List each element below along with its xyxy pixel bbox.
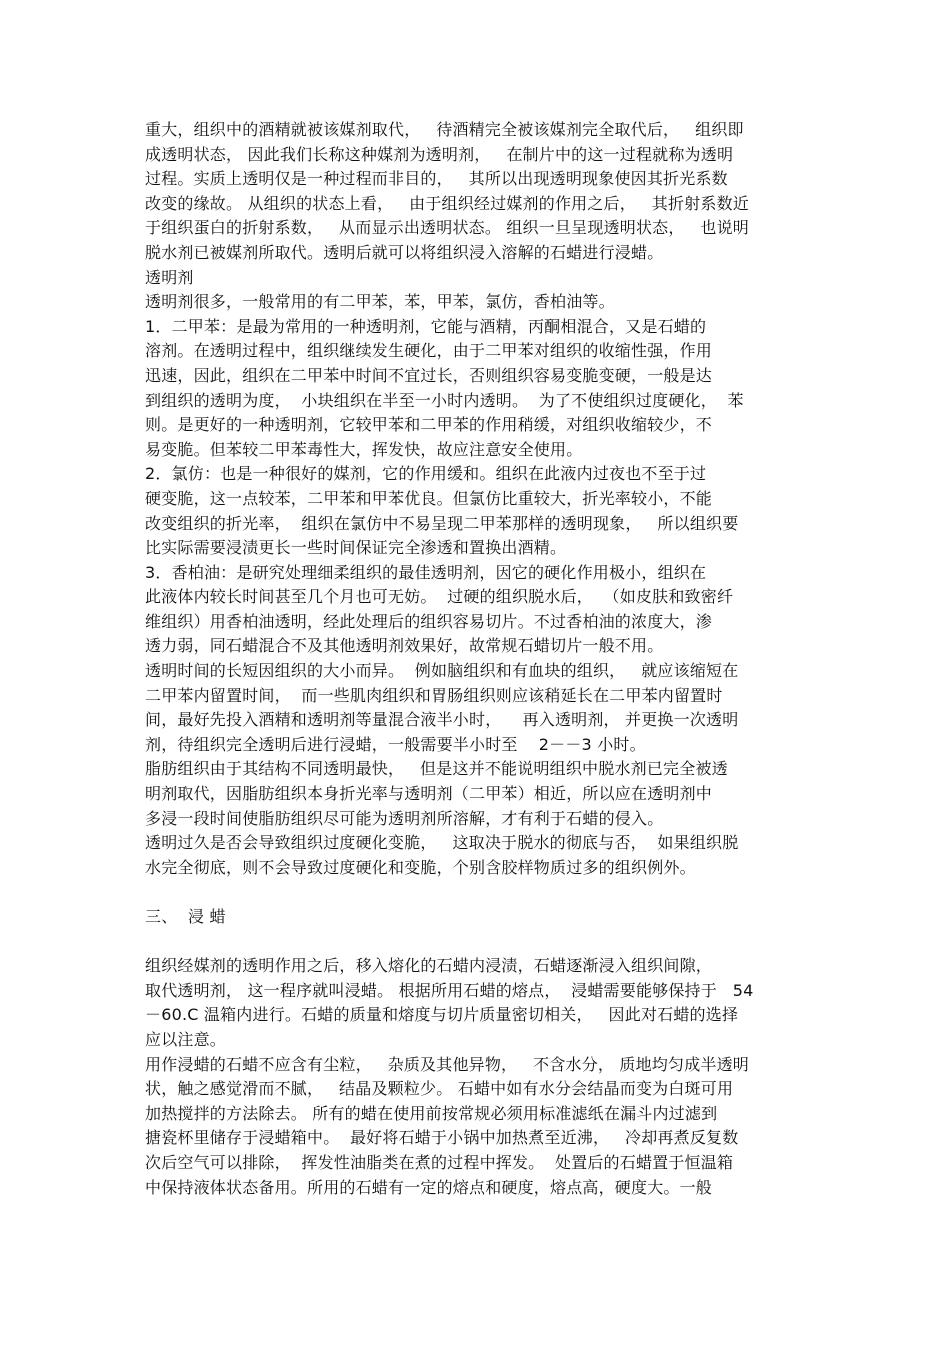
text-line: 过程。实质上透明仅是一种过程而非目的， 其所以出现透明现象使因其折光系数 (145, 169, 728, 189)
text-line: 改变组织的折光率， 组织在氯仿中不易呈现二甲苯那样的透明现象， 所以组织要 (145, 513, 739, 533)
text-line: 透明时间的长短因组织的大小而异。 例如脑组织和有血块的组织， 就应该缩短在 (145, 661, 739, 681)
text-line: 用作浸蜡的石蜡不应含有尘粒， 杂质及其他异物， 不含水分， 质地均匀成半透明 (145, 1054, 750, 1074)
text-line: 到组织的透明为度， 小块组织在半至一小时内透明。 为了不使组织过度硬化， 苯 (145, 390, 744, 410)
text-line: 比实际需要浸渍更长一些时间保证完全渗透和置换出酒精。 (145, 538, 567, 558)
document-body (145, 118, 815, 1200)
text-line: 中保持液体状态备用。所用的石蜡有一定的熔点和硬度，熔点高，硬度大。一般 (145, 1177, 713, 1197)
text-line: 溶剂。在透明过程中，组织继续发生硬化，由于二甲苯对组织的收缩性强，作用 (145, 341, 713, 361)
blank-line (145, 880, 815, 905)
text-line: 硬变脆，这一点较苯，二甲苯和甲苯优良。但氯仿比重较大，折光率较小，不能 (145, 488, 713, 508)
text-line: 间，最好先投入酒精和透明剂等量混合液半小时， 再入透明剂， 并更换一次透明 (145, 710, 739, 730)
text-line: 透力弱，同石蜡混合不及其他透明剂效果好，故常规石蜡切片一般不用。 (145, 636, 664, 656)
text-line: 2．氯仿：也是一种很好的媒剂，它的作用缓和。组织在此液内过夜也不至于过 (145, 464, 707, 484)
text-line: 于组织蛋白的折射系数， 从而显示出透明状态。 组织一旦呈现透明状态， 也说明 (145, 218, 750, 238)
text-line: 水完全彻底，则不会导致过度硬化和变脆，个别含胶样物质过多的组织例外。 (145, 857, 696, 877)
text-line: 取代透明剂， 这一程序就叫浸蜡。 根据所用石蜡的熔点， 浸蜡需要能够保持于 54 (145, 980, 754, 1000)
text-line: 1．二甲苯：是最为常用的一种透明剂，它能与酒精，丙酮相混合，又是石蜡的 (145, 316, 707, 336)
text-line: －60.C 温箱内进行。石蜡的质量和熔度与切片质量密切相关， 因此对石蜡的选择 (145, 1005, 739, 1025)
text-line: 加热搅拌的方法除去。 所有的蜡在使用前按常规必须用标准滤纸在漏斗内过滤到 (145, 1103, 718, 1123)
text-line: 剂，待组织完全透明后进行浸蜡，一般需要半小时至 2－－3 小时。 (145, 734, 646, 754)
text-line: 改变的缘故。 从组织的状态上看， 由于组织经过媒剂的作用之后， 其折射系数近 (145, 193, 750, 213)
text-line: 二甲苯内留置时间， 而一些肌肉组织和胃肠组织则应该稍延长在二甲苯内留置时 (145, 685, 723, 705)
text-line: 透明过久是否会导致组织过度硬化变脆， 这取决于脱水的彻底与否， 如果组织脱 (145, 833, 739, 853)
text-line: 脱水剂已被媒剂所取代。透明后就可以将组织浸入溶解的石蜡进行浸蜡。 (145, 242, 664, 262)
text-line: 明剂取代，因脂肪组织本身折光率与透明剂（二甲苯）相近，所以应在透明剂中 (145, 784, 713, 804)
text-line: 透明剂很多，一般常用的有二甲苯，苯，甲苯，氯仿，香柏油等。 (145, 292, 615, 312)
blank-line (145, 930, 815, 955)
text-line: 成透明状态， 因此我们长称这种媒剂为透明剂， 在制片中的这一过程就称为透明 (145, 144, 734, 164)
text-line: 多浸一段时间使脂肪组织尽可能为透明剂所溶解，才有利于石蜡的侵入。 (145, 808, 664, 828)
section-heading-paraffin-infiltration: 三、 浸 蜡 (145, 907, 226, 926)
text-line: 次后空气可以排除， 挥发性油脂类在煮的过程中挥发。 处置后的石蜡置于恒温箱 (145, 1152, 734, 1172)
text-line: 此液体内较长时间甚至几个月也可无妨。 过硬的组织脱水后， （如皮肤和致密纤 (145, 587, 734, 607)
text-line: 3．香柏油：是研究处理细柔组织的最佳透明剂，因它的硬化作用极小，组织在 (145, 562, 707, 582)
transparency-section (145, 118, 815, 880)
text-line: 搪瓷杯里储存于浸蜡箱中。 最好将石蜡于小锅中加热煮至近沸， 冷却再煮反复数 (145, 1128, 739, 1148)
text-line: 维组织）用香柏油透明，经此处理后的组织容易切片。不过香柏油的浓度大，渗 (145, 611, 713, 631)
text-line: 状，触之感觉滑而不腻， 结晶及颗粒少。 石蜡中如有水分会结晶而变为白斑可用 (145, 1079, 734, 1099)
text-line: 组织经媒剂的透明作用之后，移入熔化的石蜡内浸渍，石蜡逐渐浸入组织间隙， (145, 956, 713, 976)
text-line: 脂肪组织由于其结构不同透明最快， 但是这并不能说明组织中脱水剂已完全被透 (145, 759, 728, 779)
text-line: 则。是更好的一种透明剂，它较甲苯和二甲苯的作用稍缓，对组织收缩较少，不 (145, 415, 713, 435)
paraffin-infiltration-section (145, 954, 815, 1200)
text-line: 透明剂 (145, 267, 194, 287)
text-line: 易变脆。但苯较二甲苯毒性大，挥发快，故应注意安全使用。 (145, 439, 583, 459)
text-line: 应以注意。 (145, 1029, 227, 1049)
text-line: 重大，组织中的酒精就被该媒剂取代， 待酒精完全被该媒剂完全取代后， 组织即 (145, 120, 744, 139)
text-line: 迅速，因此，组织在二甲苯中时间不宜过长，否则组织容易变脆变硬，一般是达 (145, 365, 713, 385)
